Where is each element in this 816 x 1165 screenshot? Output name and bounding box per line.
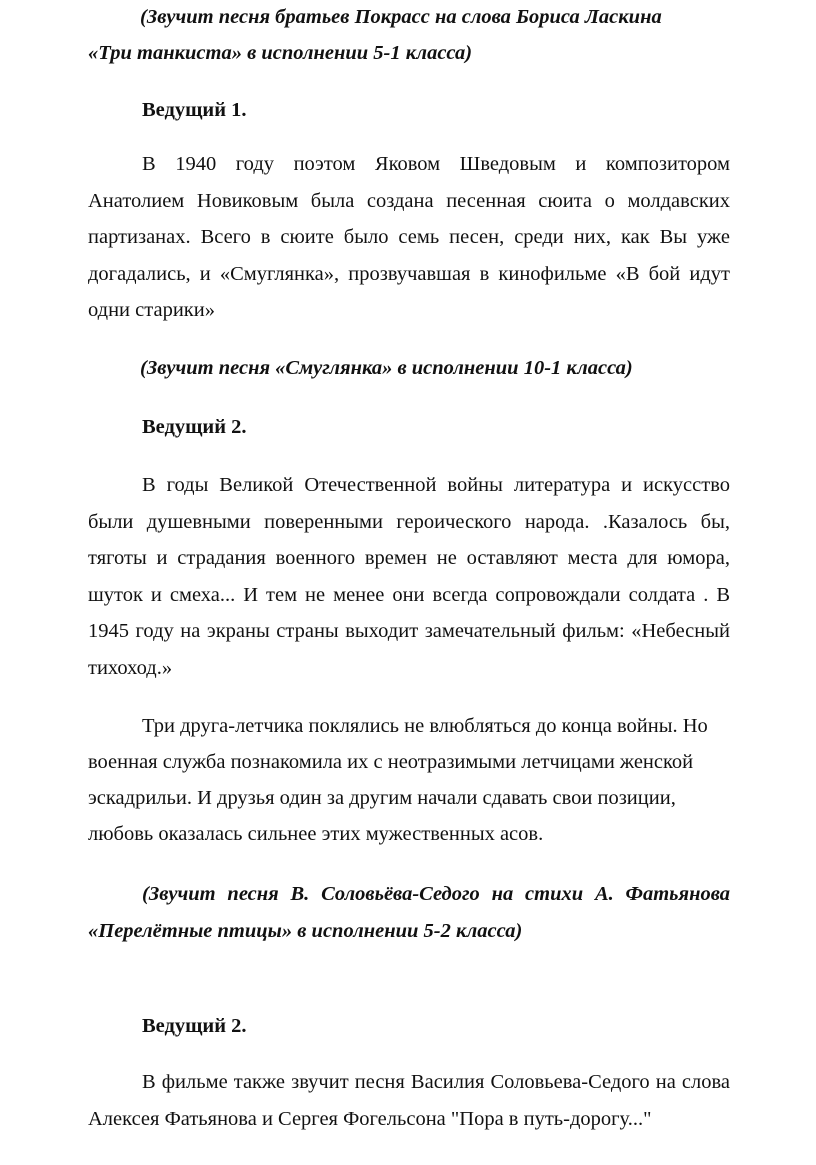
paragraph-3-line-1: Три друга-летчика поклялись не влюбляться до конца войны. Но	[142, 715, 708, 737]
paragraph-4: В фильме также звучит песня Василия Соловьева-Седого на слова Алексея Фатьянова и Сергея Фогельсона "Пора в путь-дорогу..."	[88, 1071, 730, 1130]
song-1-line-2: «Три танкиста» в исполнении 5-1 класса)	[88, 42, 473, 64]
paragraph-3-line-4: любовь оказалась сильнее этих мужественных асов.	[88, 823, 544, 845]
host-2-heading-repeat: Ведущий 2.	[142, 1015, 247, 1037]
paragraph-3	[88, 708, 768, 852]
paragraph-3-line-3: эскадрильи. И друзья один за другим начали сдавать свои позиции,	[88, 787, 676, 809]
host-1-heading: Ведущий 1.	[142, 99, 247, 121]
paragraph-1: В 1940 году поэтом Яковом Шведовым и композитором Анатолием Новиковым была создана песенная сюита о молдавских партизанах. Всего в сюите было семь песен, среди них, как Вы уже догадались, и «Смуглянка», прозвучавшая в кинофильме «В бой идут одни старики»	[88, 153, 730, 321]
song-1-line-1: (Звучит песня братьев Покрасс на слова Бориса Ласкина	[140, 6, 662, 28]
song-announcement-2: (Звучит песня «Смуглянка» в исполнении 10-1 класса)	[140, 357, 633, 379]
host-2-heading: Ведущий 2.	[142, 416, 247, 438]
paragraph-2: В годы Великой Отечественной войны литература и искусство были душевными поверенными героического народа. .Казалось бы, тяготы и страдания военного времен не оставляют места для юмора, шуток и смеха... И тем не менее они всегда сопровождали солдата . В 1945 году на экраны страны выходит замечательный фильм: «Небесный тихоход.»	[88, 474, 730, 679]
song-announcement-1	[88, 0, 730, 71]
paragraph-3-line-2: военная служба познакомила их с неотразимыми летчицами женской	[88, 751, 694, 773]
song-announcement-3: (Звучит песня В. Соловьёва-Седого на стихи А. Фатьянова «Перелётные птицы» в исполнении 5-2 класса)	[88, 883, 730, 942]
